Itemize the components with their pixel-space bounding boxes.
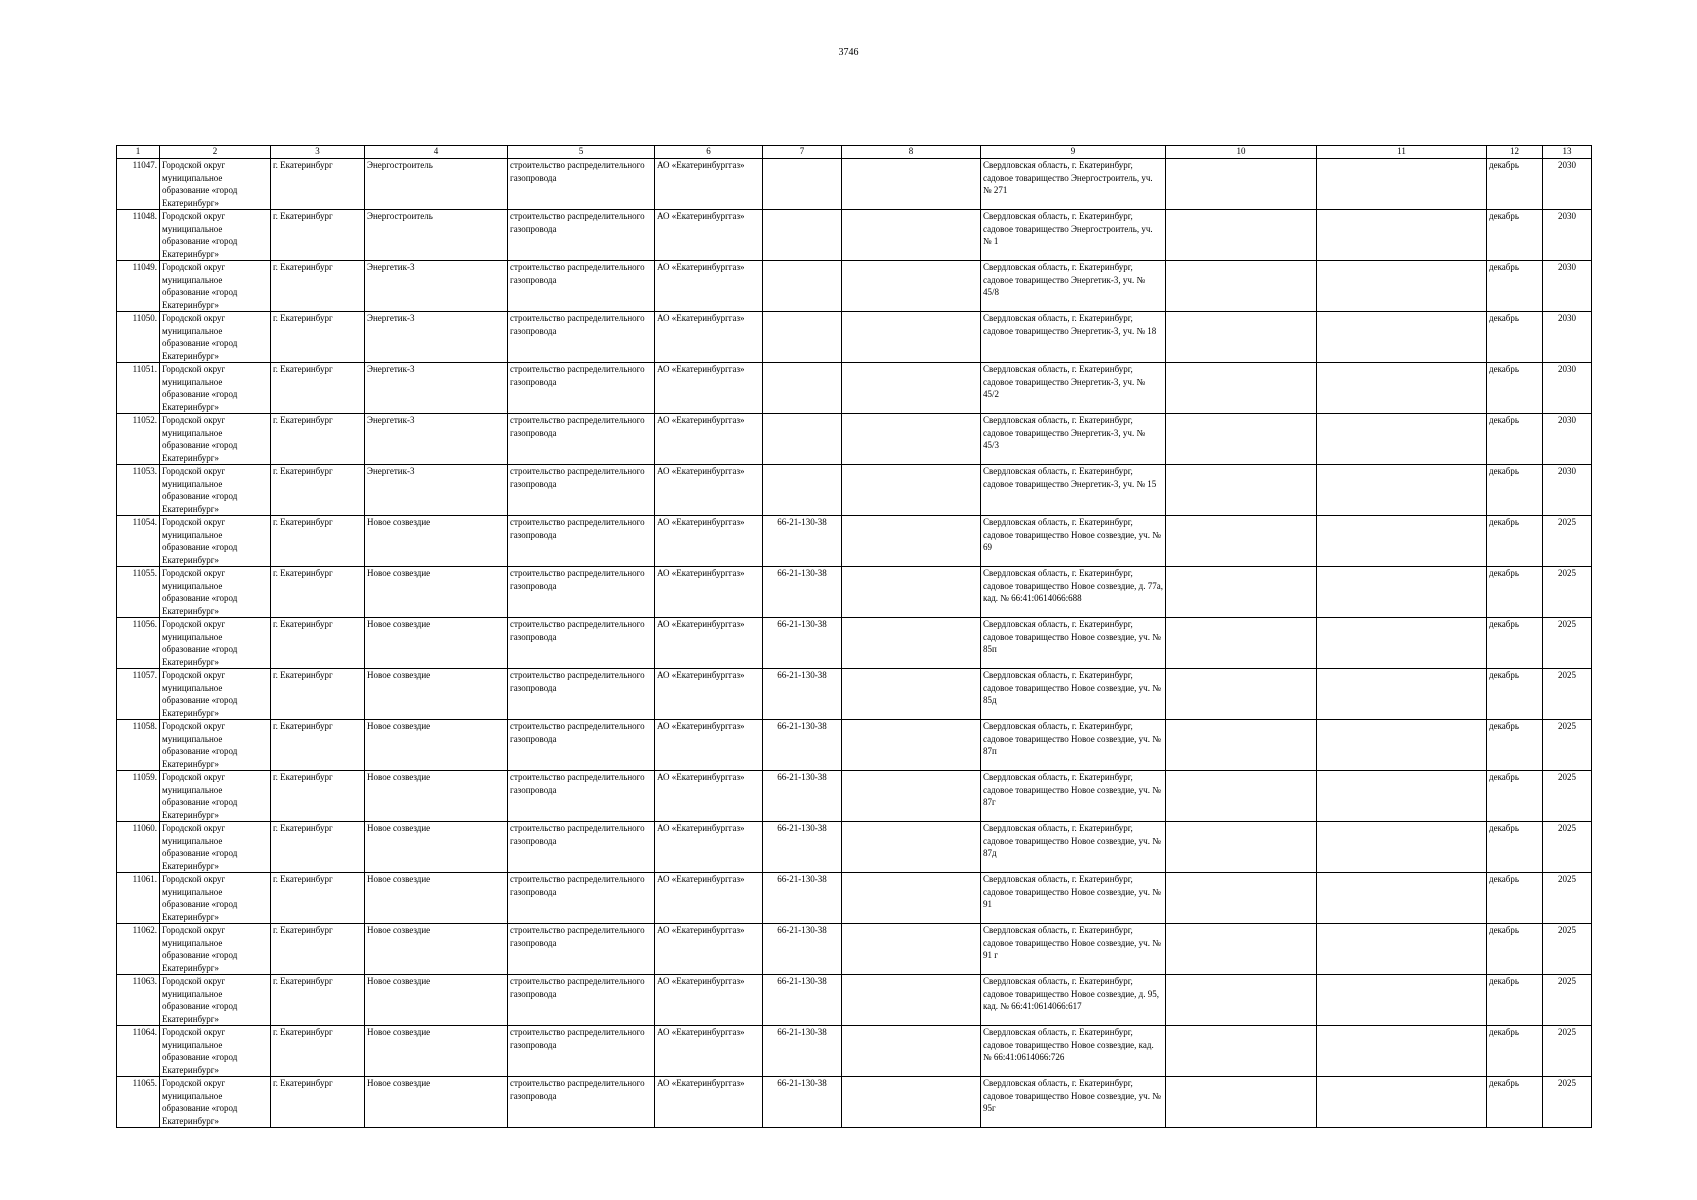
year-cell: 2030 (1543, 465, 1592, 516)
column-11-cell (1317, 414, 1487, 465)
month-cell: декабрь (1487, 414, 1543, 465)
municipality-cell: Городской округ муниципальное образование «город Екатеринбург» (160, 873, 271, 924)
row-number: 11059. (117, 771, 160, 822)
column-11-cell (1317, 159, 1487, 210)
year-cell: 2030 (1543, 159, 1592, 210)
column-header-6: 6 (655, 146, 763, 159)
settlement-cell: г. Екатеринбург (271, 975, 365, 1026)
month-cell: декабрь (1487, 873, 1543, 924)
month-cell: декабрь (1487, 363, 1543, 414)
month-cell: декабрь (1487, 1077, 1543, 1128)
municipality-cell: Городской округ муниципальное образование «город Екатеринбург» (160, 261, 271, 312)
column-8-cell (842, 771, 981, 822)
municipality-cell: Городской округ муниципальное образование «город Екатеринбург» (160, 567, 271, 618)
settlement-cell: г. Екатеринбург (271, 822, 365, 873)
work-type-cell: строительство распределительного газопровода (508, 720, 655, 771)
row-number: 11049. (117, 261, 160, 312)
address-cell: Свердловская область, г. Екатеринбург, садовое товарищество Новое созвездие, уч. № 85п (981, 618, 1166, 669)
table-row (117, 924, 1592, 975)
code-cell: 66-21-130-38 (763, 771, 842, 822)
column-8-cell (842, 618, 981, 669)
column-10-cell (1166, 567, 1317, 618)
territory-cell: Новое созвездие (365, 924, 508, 975)
settlement-cell: г. Екатеринбург (271, 414, 365, 465)
column-11-cell (1317, 363, 1487, 414)
month-cell: декабрь (1487, 567, 1543, 618)
municipality-cell: Городской округ муниципальное образование «город Екатеринбург» (160, 669, 271, 720)
column-10-cell (1166, 669, 1317, 720)
column-10-cell (1166, 516, 1317, 567)
table-row (117, 669, 1592, 720)
row-number: 11056. (117, 618, 160, 669)
month-cell: декабрь (1487, 465, 1543, 516)
territory-cell: Новое созвездие (365, 975, 508, 1026)
year-cell: 2030 (1543, 414, 1592, 465)
settlement-cell: г. Екатеринбург (271, 363, 365, 414)
table-row (117, 516, 1592, 567)
work-type-cell: строительство распределительного газопровода (508, 771, 655, 822)
column-8-cell (842, 822, 981, 873)
code-cell: 66-21-130-38 (763, 516, 842, 567)
column-header-8: 8 (842, 146, 981, 159)
table-row (117, 1026, 1592, 1077)
column-11-cell (1317, 1077, 1487, 1128)
territory-cell: Энергостроитель (365, 210, 508, 261)
settlement-cell: г. Екатеринбург (271, 720, 365, 771)
column-10-cell (1166, 312, 1317, 363)
table-body (117, 159, 1592, 1128)
settlement-cell: г. Екатеринбург (271, 873, 365, 924)
address-cell: Свердловская область, г. Екатеринбург, садовое товарищество Новое созвездие, д. 77а, кад. № 66:41:0614066:688 (981, 567, 1166, 618)
row-number: 11060. (117, 822, 160, 873)
column-11-cell (1317, 516, 1487, 567)
code-cell: 66-21-130-38 (763, 669, 842, 720)
address-cell: Свердловская область, г. Екатеринбург, садовое товарищество Новое созвездие, уч. № 91 г (981, 924, 1166, 975)
territory-cell: Новое созвездие (365, 720, 508, 771)
year-cell: 2025 (1543, 1026, 1592, 1077)
address-cell: Свердловская область, г. Екатеринбург, садовое товарищество Новое созвездие, уч. № 69 (981, 516, 1166, 567)
table-row (117, 873, 1592, 924)
month-cell: декабрь (1487, 822, 1543, 873)
code-cell: 66-21-130-38 (763, 1026, 842, 1077)
organization-cell: АО «Екатеринбурггаз» (655, 261, 763, 312)
address-cell: Свердловская область, г. Екатеринбург, садовое товарищество Новое созвездие, уч. № 87п (981, 720, 1166, 771)
municipality-cell: Городской округ муниципальное образование «город Екатеринбург» (160, 465, 271, 516)
municipality-cell: Городской округ муниципальное образование «город Екатеринбург» (160, 975, 271, 1026)
column-10-cell (1166, 210, 1317, 261)
work-type-cell: строительство распределительного газопровода (508, 261, 655, 312)
work-type-cell: строительство распределительного газопровода (508, 873, 655, 924)
address-cell: Свердловская область, г. Екатеринбург, садовое товарищество Новое созвездие, кад. № 66:41:0614066:726 (981, 1026, 1166, 1077)
table-row (117, 1077, 1592, 1128)
month-cell: декабрь (1487, 669, 1543, 720)
year-cell: 2025 (1543, 567, 1592, 618)
municipality-cell: Городской округ муниципальное образование «город Екатеринбург» (160, 1077, 271, 1128)
column-10-cell (1166, 1026, 1317, 1077)
address-cell: Свердловская область, г. Екатеринбург, садовое товарищество Новое созвездие, уч. № 95г (981, 1077, 1166, 1128)
code-cell (763, 363, 842, 414)
address-cell: Свердловская область, г. Екатеринбург, садовое товарищество Новое созвездие, уч. № 87г (981, 771, 1166, 822)
settlement-cell: г. Екатеринбург (271, 465, 365, 516)
territory-cell: Энергетик-3 (365, 312, 508, 363)
column-11-cell (1317, 924, 1487, 975)
column-10-cell (1166, 618, 1317, 669)
column-header-1: 1 (117, 146, 160, 159)
municipality-cell: Городской округ муниципальное образование «город Екатеринбург» (160, 924, 271, 975)
column-header-10: 10 (1166, 146, 1317, 159)
territory-cell: Энергетик-3 (365, 414, 508, 465)
address-cell: Свердловская область, г. Екатеринбург, садовое товарищество Энергостроитель, уч. № 271 (981, 159, 1166, 210)
year-cell: 2030 (1543, 261, 1592, 312)
column-8-cell (842, 261, 981, 312)
table-row (117, 771, 1592, 822)
year-cell: 2025 (1543, 873, 1592, 924)
municipality-cell: Городской округ муниципальное образование «город Екатеринбург» (160, 363, 271, 414)
organization-cell: АО «Екатеринбурггаз» (655, 771, 763, 822)
column-8-cell (842, 873, 981, 924)
month-cell: декабрь (1487, 312, 1543, 363)
organization-cell: АО «Екатеринбурггаз» (655, 414, 763, 465)
work-type-cell: строительство распределительного газопровода (508, 210, 655, 261)
row-number: 11061. (117, 873, 160, 924)
territory-cell: Новое созвездие (365, 567, 508, 618)
code-cell (763, 210, 842, 261)
column-11-cell (1317, 873, 1487, 924)
row-number: 11058. (117, 720, 160, 771)
row-number: 11057. (117, 669, 160, 720)
address-cell: Свердловская область, г. Екатеринбург, садовое товарищество Энергетик-3, уч. № 45/8 (981, 261, 1166, 312)
settlement-cell: г. Екатеринбург (271, 210, 365, 261)
column-10-cell (1166, 159, 1317, 210)
work-type-cell: строительство распределительного газопровода (508, 363, 655, 414)
row-number: 11055. (117, 567, 160, 618)
organization-cell: АО «Екатеринбурггаз» (655, 312, 763, 363)
municipality-cell: Городской округ муниципальное образование «город Екатеринбург» (160, 822, 271, 873)
month-cell: декабрь (1487, 159, 1543, 210)
settlement-cell: г. Екатеринбург (271, 618, 365, 669)
municipality-cell: Городской округ муниципальное образование «город Екатеринбург» (160, 210, 271, 261)
settlement-cell: г. Екатеринбург (271, 1026, 365, 1077)
column-11-cell (1317, 669, 1487, 720)
territory-cell: Новое созвездие (365, 516, 508, 567)
row-number: 11063. (117, 975, 160, 1026)
table-row (117, 159, 1592, 210)
organization-cell: АО «Екатеринбурггаз» (655, 210, 763, 261)
address-cell: Свердловская область, г. Екатеринбург, садовое товарищество Новое созвездие, уч. № 85д (981, 669, 1166, 720)
table-row (117, 210, 1592, 261)
table-row (117, 363, 1592, 414)
month-cell: декабрь (1487, 516, 1543, 567)
work-type-cell: строительство распределительного газопровода (508, 924, 655, 975)
column-11-cell (1317, 618, 1487, 669)
settlement-cell: г. Екатеринбург (271, 924, 365, 975)
work-type-cell: строительство распределительного газопровода (508, 669, 655, 720)
column-11-cell (1317, 1026, 1487, 1077)
settlement-cell: г. Екатеринбург (271, 1077, 365, 1128)
code-cell (763, 312, 842, 363)
column-11-cell (1317, 771, 1487, 822)
column-header-9: 9 (981, 146, 1166, 159)
territory-cell: Новое созвездие (365, 771, 508, 822)
column-11-cell (1317, 261, 1487, 312)
column-8-cell (842, 516, 981, 567)
column-10-cell (1166, 822, 1317, 873)
table-row (117, 567, 1592, 618)
territory-cell: Новое созвездие (365, 669, 508, 720)
address-cell: Свердловская область, г. Екатеринбург, садовое товарищество Новое созвездие, д. 95, кад. № 66:41:0614066:617 (981, 975, 1166, 1026)
year-cell: 2030 (1543, 363, 1592, 414)
organization-cell: АО «Екатеринбурггаз» (655, 363, 763, 414)
month-cell: декабрь (1487, 720, 1543, 771)
work-type-cell: строительство распределительного газопровода (508, 414, 655, 465)
column-header-2: 2 (160, 146, 271, 159)
settlement-cell: г. Екатеринбург (271, 771, 365, 822)
work-type-cell: строительство распределительного газопровода (508, 567, 655, 618)
column-header-5: 5 (508, 146, 655, 159)
column-8-cell (842, 363, 981, 414)
month-cell: декабрь (1487, 261, 1543, 312)
row-number: 11065. (117, 1077, 160, 1128)
column-8-cell (842, 669, 981, 720)
data-table (116, 145, 1592, 1128)
organization-cell: АО «Екатеринбурггаз» (655, 720, 763, 771)
municipality-cell: Городской округ муниципальное образование «город Екатеринбург» (160, 516, 271, 567)
column-8-cell (842, 465, 981, 516)
code-cell: 66-21-130-38 (763, 618, 842, 669)
column-8-cell (842, 312, 981, 363)
code-cell (763, 414, 842, 465)
territory-cell: Энергетик-3 (365, 363, 508, 414)
address-cell: Свердловская область, г. Екатеринбург, садовое товарищество Энергетик-3, уч. № 18 (981, 312, 1166, 363)
work-type-cell: строительство распределительного газопровода (508, 1026, 655, 1077)
column-11-cell (1317, 210, 1487, 261)
column-10-cell (1166, 363, 1317, 414)
organization-cell: АО «Екатеринбурггаз» (655, 975, 763, 1026)
column-8-cell (842, 1077, 981, 1128)
work-type-cell: строительство распределительного газопровода (508, 822, 655, 873)
column-10-cell (1166, 465, 1317, 516)
settlement-cell: г. Екатеринбург (271, 261, 365, 312)
code-cell: 66-21-130-38 (763, 975, 842, 1026)
municipality-cell: Городской округ муниципальное образование «город Екатеринбург» (160, 720, 271, 771)
column-8-cell (842, 720, 981, 771)
territory-cell: Новое созвездие (365, 1077, 508, 1128)
work-type-cell: строительство распределительного газопровода (508, 1077, 655, 1128)
year-cell: 2025 (1543, 771, 1592, 822)
table-row (117, 312, 1592, 363)
column-header-7: 7 (763, 146, 842, 159)
territory-cell: Новое созвездие (365, 873, 508, 924)
organization-cell: АО «Екатеринбурггаз» (655, 567, 763, 618)
address-cell: Свердловская область, г. Екатеринбург, садовое товарищество Энергостроитель, уч. № 1 (981, 210, 1166, 261)
column-10-cell (1166, 771, 1317, 822)
column-11-cell (1317, 822, 1487, 873)
column-header-11: 11 (1317, 146, 1487, 159)
settlement-cell: г. Екатеринбург (271, 669, 365, 720)
column-11-cell (1317, 312, 1487, 363)
row-number: 11064. (117, 1026, 160, 1077)
organization-cell: АО «Екатеринбурггаз» (655, 873, 763, 924)
row-number: 11051. (117, 363, 160, 414)
organization-cell: АО «Екатеринбурггаз» (655, 465, 763, 516)
code-cell (763, 261, 842, 312)
municipality-cell: Городской округ муниципальное образование «город Екатеринбург» (160, 618, 271, 669)
address-cell: Свердловская область, г. Екатеринбург, садовое товарищество Энергетик-3, уч. № 45/2 (981, 363, 1166, 414)
row-number: 11047. (117, 159, 160, 210)
address-cell: Свердловская область, г. Екатеринбург, садовое товарищество Энергетик-3, уч. № 45/3 (981, 414, 1166, 465)
column-8-cell (842, 567, 981, 618)
column-8-cell (842, 1026, 981, 1077)
code-cell (763, 159, 842, 210)
row-number: 11050. (117, 312, 160, 363)
month-cell: декабрь (1487, 975, 1543, 1026)
year-cell: 2025 (1543, 975, 1592, 1026)
address-cell: Свердловская область, г. Екатеринбург, садовое товарищество Новое созвездие, уч. № 87д (981, 822, 1166, 873)
column-header-13: 13 (1543, 146, 1592, 159)
year-cell: 2025 (1543, 669, 1592, 720)
table-row (117, 720, 1592, 771)
table-row (117, 975, 1592, 1026)
column-10-cell (1166, 720, 1317, 771)
work-type-cell: строительство распределительного газопровода (508, 159, 655, 210)
column-10-cell (1166, 924, 1317, 975)
table-row (117, 618, 1592, 669)
organization-cell: АО «Екатеринбурггаз» (655, 924, 763, 975)
row-number: 11048. (117, 210, 160, 261)
table-row (117, 822, 1592, 873)
month-cell: декабрь (1487, 618, 1543, 669)
territory-cell: Энергетик-3 (365, 465, 508, 516)
address-cell: Свердловская область, г. Екатеринбург, садовое товарищество Новое созвездие, уч. № 91 (981, 873, 1166, 924)
row-number: 11062. (117, 924, 160, 975)
row-number: 11054. (117, 516, 160, 567)
year-cell: 2025 (1543, 516, 1592, 567)
page-number: 3746 (838, 47, 859, 58)
municipality-cell: Городской округ муниципальное образование «город Екатеринбург» (160, 771, 271, 822)
code-cell: 66-21-130-38 (763, 924, 842, 975)
organization-cell: АО «Екатеринбурггаз» (655, 1026, 763, 1077)
column-11-cell (1317, 720, 1487, 771)
column-10-cell (1166, 1077, 1317, 1128)
row-number: 11052. (117, 414, 160, 465)
work-type-cell: строительство распределительного газопровода (508, 312, 655, 363)
column-10-cell (1166, 261, 1317, 312)
column-10-cell (1166, 975, 1317, 1026)
code-cell (763, 465, 842, 516)
column-8-cell (842, 159, 981, 210)
year-cell: 2030 (1543, 312, 1592, 363)
work-type-cell: строительство распределительного газопровода (508, 465, 655, 516)
territory-cell: Новое созвездие (365, 618, 508, 669)
column-11-cell (1317, 975, 1487, 1026)
table-row (117, 261, 1592, 312)
column-8-cell (842, 414, 981, 465)
territory-cell: Новое созвездие (365, 822, 508, 873)
column-10-cell (1166, 873, 1317, 924)
address-cell: Свердловская область, г. Екатеринбург, садовое товарищество Энергетик-3, уч. № 15 (981, 465, 1166, 516)
table-row (117, 465, 1592, 516)
code-cell: 66-21-130-38 (763, 720, 842, 771)
year-cell: 2025 (1543, 618, 1592, 669)
month-cell: декабрь (1487, 210, 1543, 261)
territory-cell: Энергетик-3 (365, 261, 508, 312)
column-11-cell (1317, 567, 1487, 618)
year-cell: 2025 (1543, 720, 1592, 771)
municipality-cell: Городской округ муниципальное образование «город Екатеринбург» (160, 159, 271, 210)
column-10-cell (1166, 414, 1317, 465)
municipality-cell: Городской округ муниципальное образование «город Екатеринбург» (160, 414, 271, 465)
column-header-4: 4 (365, 146, 508, 159)
work-type-cell: строительство распределительного газопровода (508, 618, 655, 669)
header-row (117, 146, 1592, 159)
column-header-12: 12 (1487, 146, 1543, 159)
column-8-cell (842, 210, 981, 261)
organization-cell: АО «Екатеринбурггаз» (655, 669, 763, 720)
settlement-cell: г. Екатеринбург (271, 159, 365, 210)
organization-cell: АО «Екатеринбурггаз» (655, 516, 763, 567)
settlement-cell: г. Екатеринбург (271, 312, 365, 363)
table-row (117, 414, 1592, 465)
month-cell: декабрь (1487, 771, 1543, 822)
year-cell: 2030 (1543, 210, 1592, 261)
work-type-cell: строительство распределительного газопровода (508, 516, 655, 567)
settlement-cell: г. Екатеринбург (271, 516, 365, 567)
organization-cell: АО «Екатеринбурггаз» (655, 1077, 763, 1128)
territory-cell: Новое созвездие (365, 1026, 508, 1077)
year-cell: 2025 (1543, 822, 1592, 873)
code-cell: 66-21-130-38 (763, 822, 842, 873)
organization-cell: АО «Екатеринбурггаз» (655, 822, 763, 873)
organization-cell: АО «Екатеринбурггаз» (655, 159, 763, 210)
municipality-cell: Городской округ муниципальное образование «город Екатеринбург» (160, 1026, 271, 1077)
column-8-cell (842, 975, 981, 1026)
code-cell: 66-21-130-38 (763, 567, 842, 618)
municipality-cell: Городской округ муниципальное образование «город Екатеринбург» (160, 312, 271, 363)
year-cell: 2025 (1543, 1077, 1592, 1128)
month-cell: декабрь (1487, 924, 1543, 975)
month-cell: декабрь (1487, 1026, 1543, 1077)
year-cell: 2025 (1543, 924, 1592, 975)
territory-cell: Энергостроитель (365, 159, 508, 210)
code-cell: 66-21-130-38 (763, 1077, 842, 1128)
work-type-cell: строительство распределительного газопровода (508, 975, 655, 1026)
row-number: 11053. (117, 465, 160, 516)
column-8-cell (842, 924, 981, 975)
organization-cell: АО «Екатеринбурггаз» (655, 618, 763, 669)
settlement-cell: г. Екатеринбург (271, 567, 365, 618)
column-header-3: 3 (271, 146, 365, 159)
column-11-cell (1317, 465, 1487, 516)
code-cell: 66-21-130-38 (763, 873, 842, 924)
